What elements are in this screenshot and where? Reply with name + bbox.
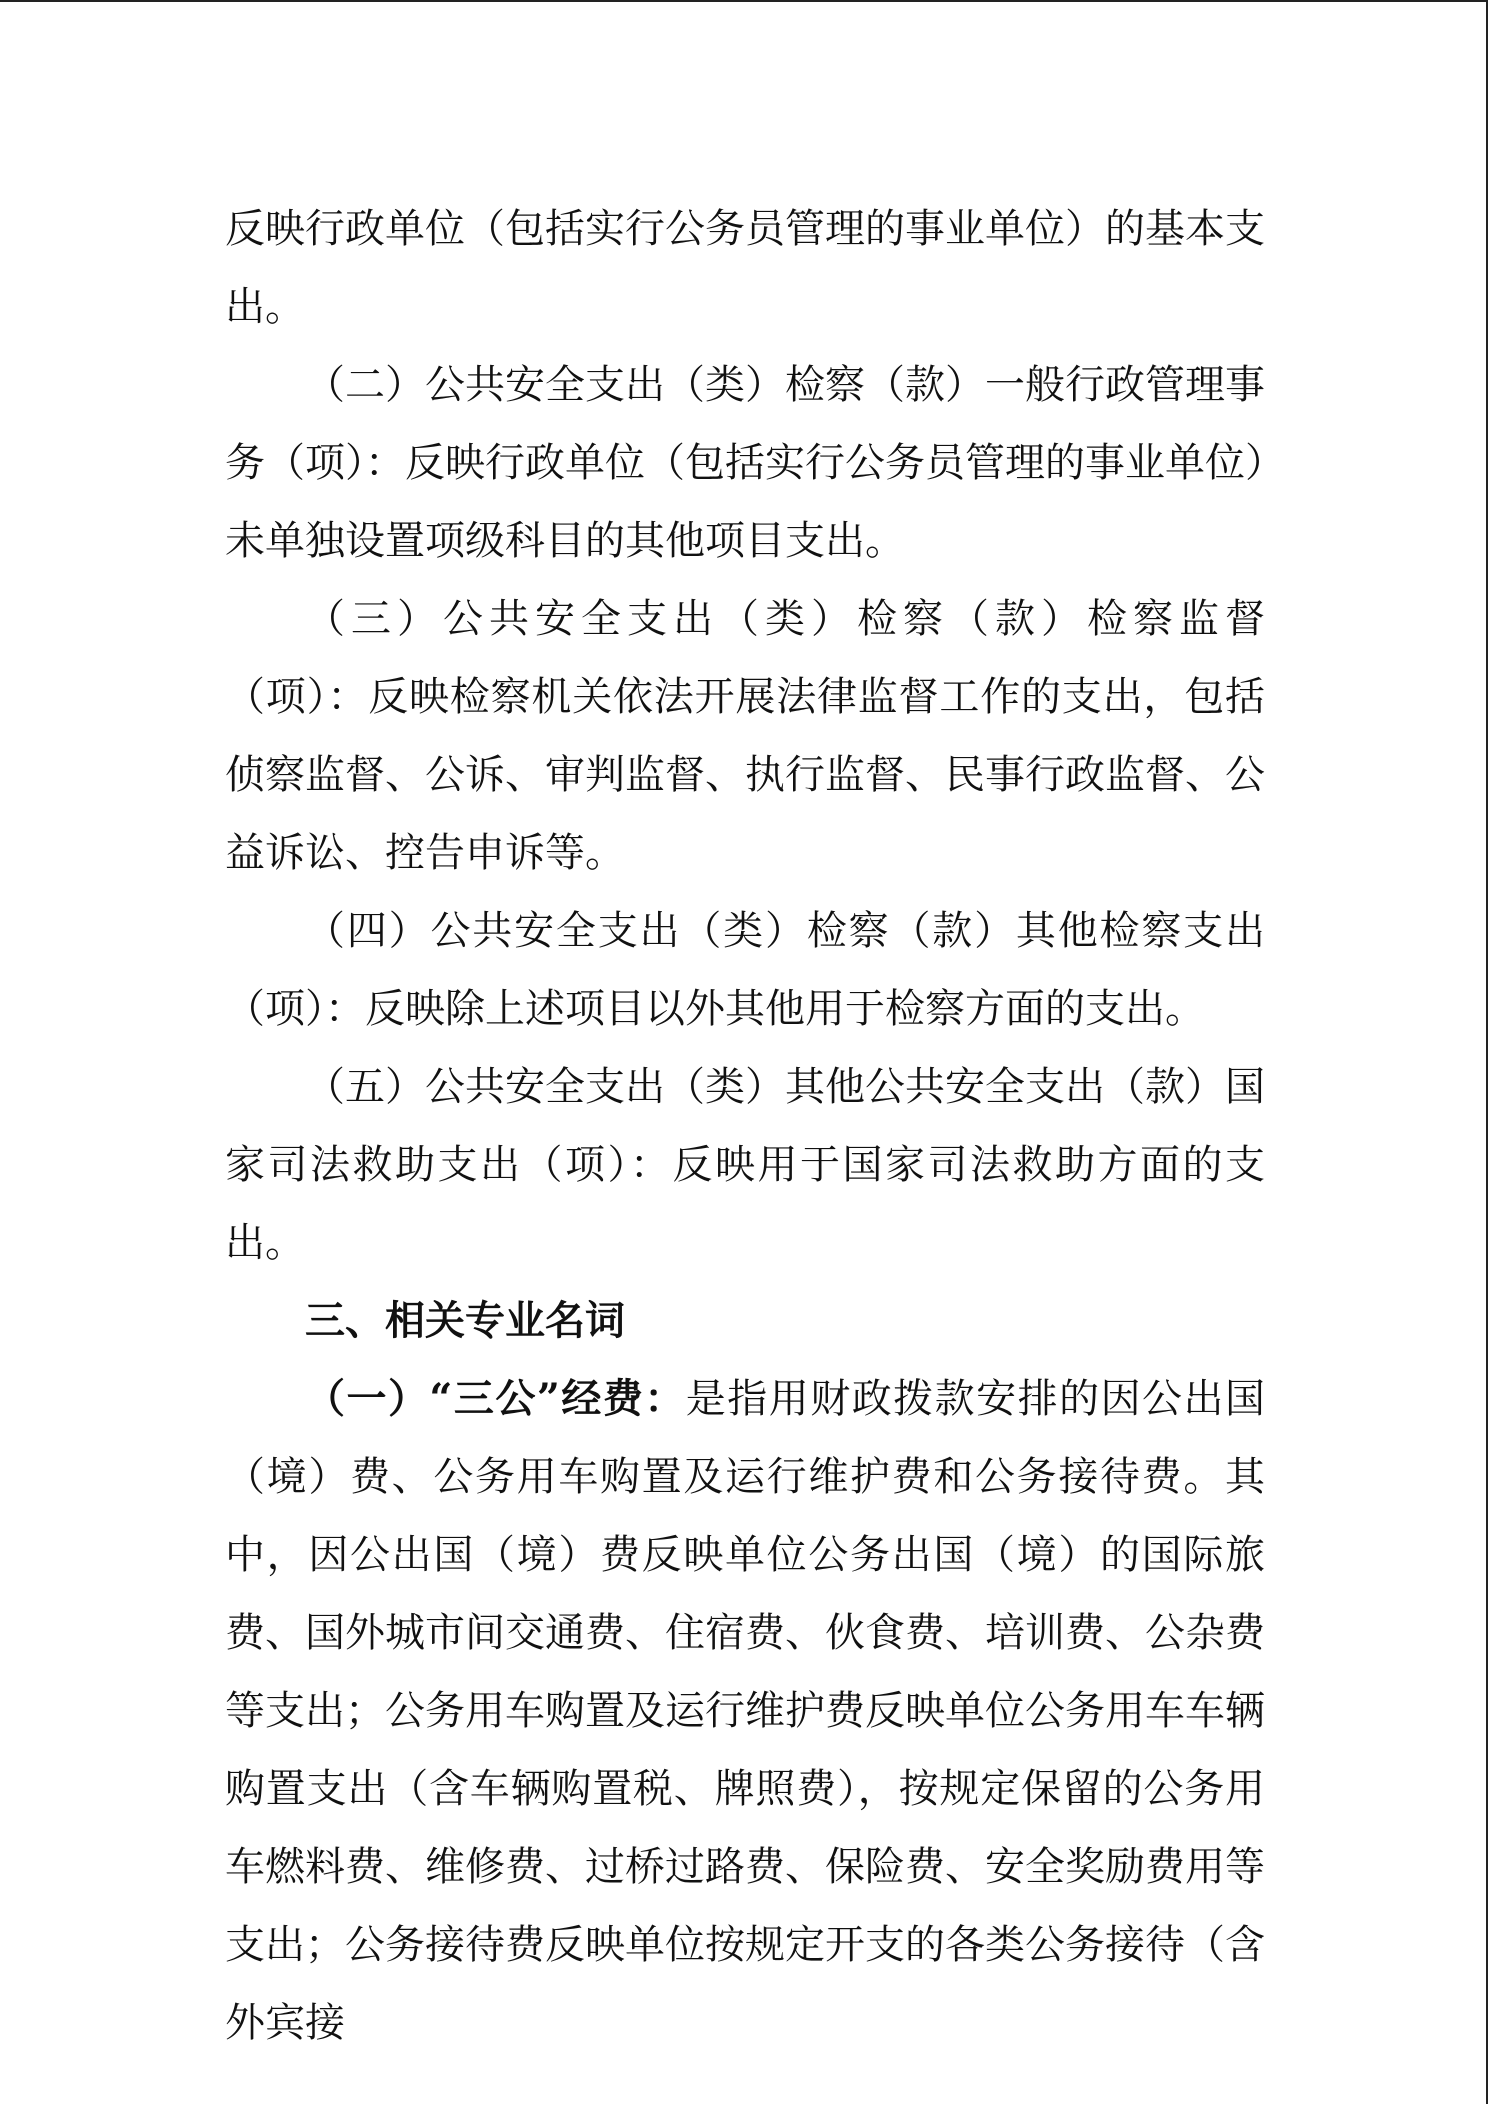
term-paragraph xyxy=(225,1360,1265,2062)
paragraph-item-4: （四）公共安全支出（类）检察（款）其他检察支出（项）：反映除上述项目以外其他用于检察方面的支出。 xyxy=(225,908,1265,1032)
paragraph-continued: 反映行政单位（包括实行公务员管理的事业单位）的基本支出。 xyxy=(225,206,1265,330)
paragraph-item-2: （二）公共安全支出（类）检察（款）一般行政管理事务（项）：反映行政单位（包括实行公务员管理的事业单位）未单独设置项级科目的其他项目支出。 xyxy=(225,362,1265,564)
page-border-top xyxy=(0,0,1488,2)
term-text: 是指用财政拨款安排的因公出国（境）费、公务用车购置及运行维护费和公务接待费。其中，因公出国（境）费反映单位公务出国（境）的国际旅费、国外城市间交通费、住宿费、伙食费、培训费、公杂费等支出；公务用车购置及运行维护费反映单位公务用车车辆购置支出（含车辆购置税、牌照费），按规定保留的公务用车燃料费、维修费、过桥过路费、保险费、安全奖励费用等支出；公务接待费反映单位按规定开支的各类公务接待（含外宾接 xyxy=(225,1376,1266,2046)
paragraph-item-5: （五）公共安全支出（类）其他公共安全支出（款）国家司法救助支出（项）：反映用于国家司法救助方面的支出。 xyxy=(225,1064,1265,1266)
paragraph-item-3: （三）公共安全支出（类）检察（款）检察监督（项）：反映检察机关依法开展法律监督工作的支出，包括侦察监督、公诉、审判监督、执行监督、民事行政监督、公益诉讼、控告申诉等。 xyxy=(225,596,1265,876)
term-label: （一）“三公”经费： xyxy=(305,1375,686,1422)
document-body xyxy=(225,190,1265,2062)
section-heading: 三、相关专业名词 xyxy=(305,1298,625,1344)
